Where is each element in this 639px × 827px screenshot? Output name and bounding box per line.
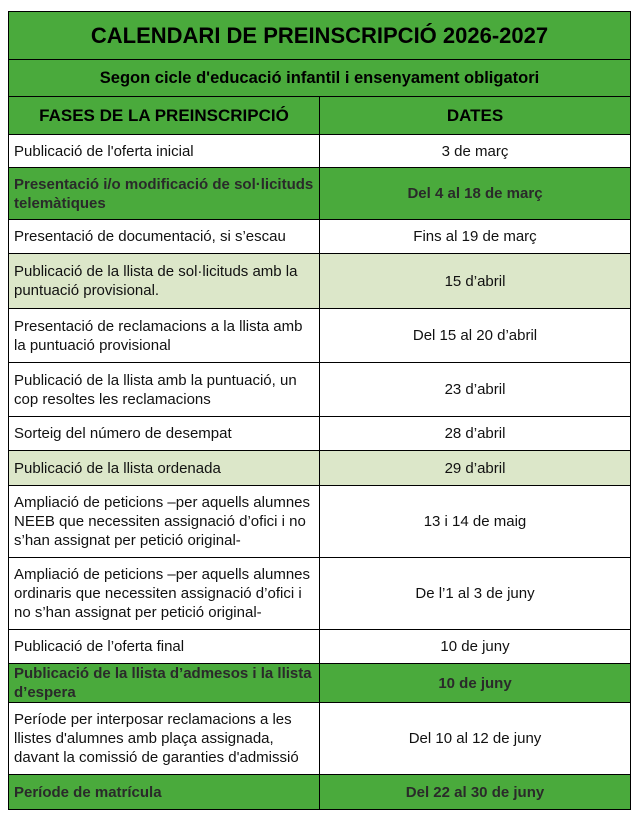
date-cell: 28 d’abril — [320, 417, 631, 451]
phase-cell: Ampliació de peticions –per aquells alumnes ordinaris que necessiten assignació d’ofici i no s’han assignat per petició original- — [9, 558, 320, 630]
phase-cell: Presentació de documentació, si s’escau — [9, 220, 320, 254]
date-cell: 13 i 14 de maig — [320, 486, 631, 558]
phase-cell: Publicació de la llista amb la puntuació, un cop resoltes les reclamacions — [9, 363, 320, 417]
date-cell: 10 de juny — [320, 664, 631, 703]
date-cell: 23 d’abril — [320, 363, 631, 417]
column-header-row — [9, 97, 631, 135]
date-cell: Fins al 19 de març — [320, 220, 631, 254]
table-row — [9, 703, 631, 775]
date-cell: Del 22 al 30 de juny — [320, 775, 631, 810]
phase-cell: Publicació de la llista ordenada — [9, 451, 320, 486]
subtitle-row — [9, 60, 631, 97]
date-cell: Del 10 al 12 de juny — [320, 703, 631, 775]
date-cell: 15 d’abril — [320, 254, 631, 309]
phase-cell: Ampliació de peticions –per aquells alumnes NEEB que necessiten assignació d’ofici i no s’han assignat per petició original- — [9, 486, 320, 558]
date-cell: 3 de març — [320, 135, 631, 168]
table-row — [9, 451, 631, 486]
phase-cell: Sorteig del número de desempat — [9, 417, 320, 451]
table-row — [9, 168, 631, 220]
table-row — [9, 486, 631, 558]
phase-cell: Període per interposar reclamacions a les llistes d'alumnes amb plaça assignada, davant la comissió de garanties d'admissió — [9, 703, 320, 775]
phase-cell: Publicació de la llista d’admesos i la llista d’espera — [9, 664, 320, 703]
column-header-dates: DATES — [320, 97, 631, 135]
calendar-table — [8, 11, 631, 810]
document-subtitle: Segon cicle d'educació infantil i ensenyament obligatori — [9, 60, 631, 97]
phase-cell: Publicació de l'oferta inicial — [9, 135, 320, 168]
phase-cell: Presentació de reclamacions a la llista amb la puntuació provisional — [9, 309, 320, 363]
table-row — [9, 664, 631, 703]
table-row — [9, 417, 631, 451]
table-row — [9, 558, 631, 630]
date-cell: 29 d’abril — [320, 451, 631, 486]
date-cell: Del 15 al 20 d’abril — [320, 309, 631, 363]
phase-cell: Publicació de l’oferta final — [9, 630, 320, 664]
date-cell: De l’1 al 3 de juny — [320, 558, 631, 630]
table-row — [9, 309, 631, 363]
table-row — [9, 254, 631, 309]
date-cell: Del 4 al 18 de març — [320, 168, 631, 220]
document-title: CALENDARI DE PREINSCRIPCIÓ 2026-2027 — [9, 12, 631, 60]
date-cell: 10 de juny — [320, 630, 631, 664]
column-header-phases: FASES DE LA PREINSCRIPCIÓ — [9, 97, 320, 135]
phase-cell: Publicació de la llista de sol·licituds amb la puntuació provisional. — [9, 254, 320, 309]
calendar-document — [8, 11, 631, 810]
phase-cell: Presentació i/o modificació de sol·licituds telemàtiques — [9, 168, 320, 220]
table-row — [9, 775, 631, 810]
table-row — [9, 630, 631, 664]
phase-cell: Període de matrícula — [9, 775, 320, 810]
table-row — [9, 363, 631, 417]
table-row — [9, 135, 631, 168]
table-row — [9, 220, 631, 254]
title-row — [9, 12, 631, 60]
